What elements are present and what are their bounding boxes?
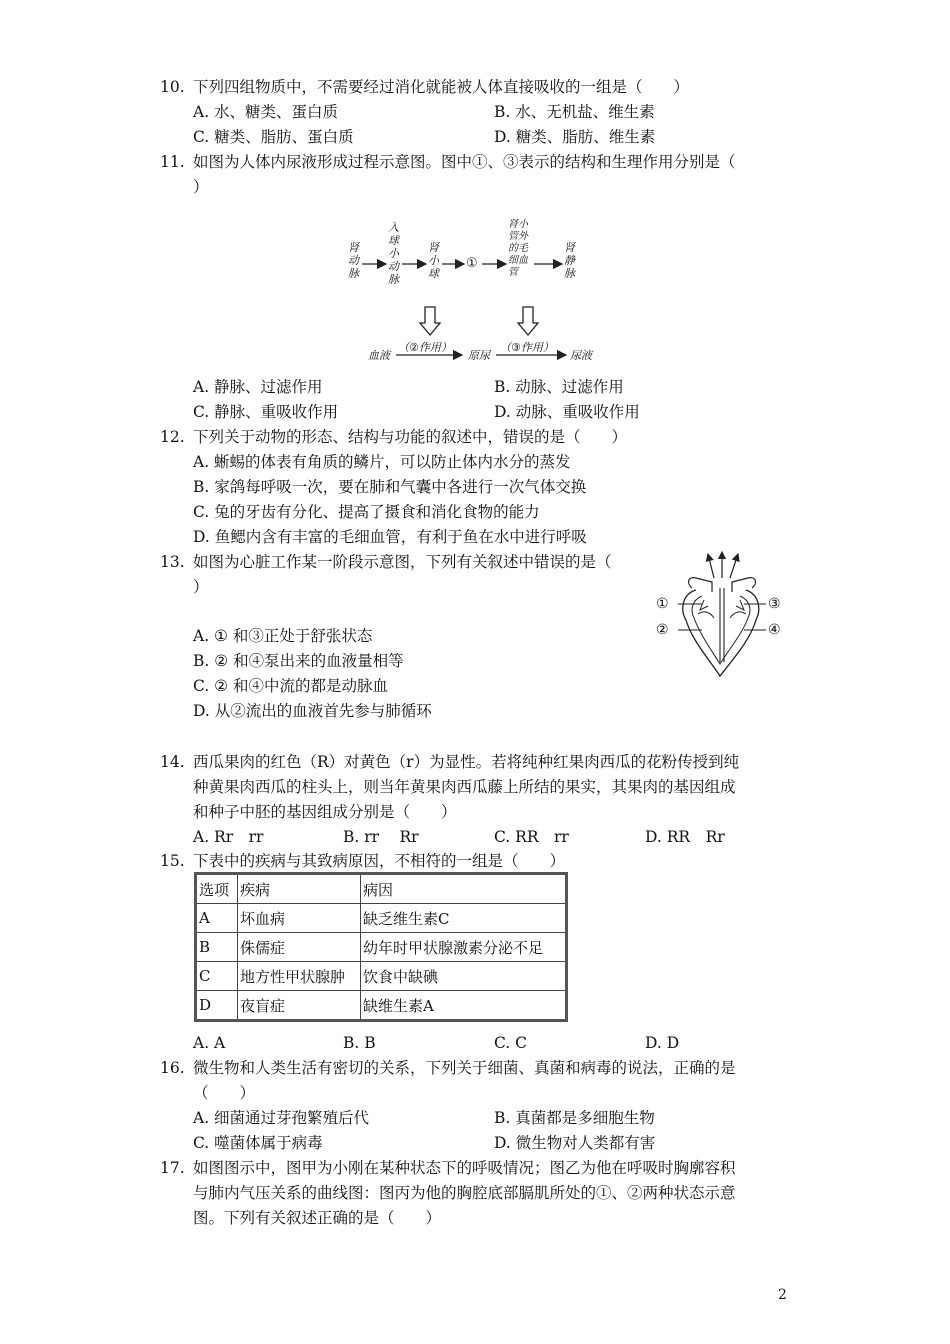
q16-option-c: C. 噬菌体属于病毒	[193, 1134, 323, 1152]
cell-option: A	[196, 904, 238, 933]
q12-option-d: D. 鱼鳃内含有丰富的毛细血管，有利于鱼在水中进行呼吸	[193, 528, 587, 546]
q12-option-b: B. 家鸽每呼吸一次，要在肺和气囊中各进行一次气体交换	[193, 478, 587, 496]
q17-stem-line2: 与肺内气压关系的曲线图：图丙为他的胸腔底部膈肌所处的①、②两种状态示意	[193, 1184, 736, 1202]
heart-diagram	[652, 548, 792, 688]
q13-option-a: A. ① 和③正处于舒张状态	[193, 627, 373, 645]
q13-option-c: C. ② 和④中流的都是动脉血	[193, 677, 388, 695]
cell-disease: 侏儒症	[238, 933, 361, 962]
q12-option-a: A. 蜥蜴的体表有角质的鳞片，可以防止体内水分的蒸发	[193, 453, 571, 471]
cell-disease: 夜盲症	[238, 991, 361, 1021]
q10-option-a: A. 水、糖类、蛋白质	[193, 103, 339, 121]
q13-option-d: D. 从②流出的血液首先参与肺循环	[193, 702, 432, 720]
q10-option-b: B. 水、无机盐、维生素	[494, 103, 655, 121]
label-process-3: （③作用）	[500, 341, 554, 354]
q15-number: 15.	[160, 852, 185, 870]
label-primary-urine: 原尿	[468, 349, 490, 362]
q14-stem-line1: 西瓜果肉的红色（R）对黄色（r）为显性。若将纯种红果肉西瓜的花粉传授到纯	[193, 753, 740, 771]
q11-stem-line1: 如图为人体内尿液形成过程示意图。图中①、③表示的结构和生理作用分别是（	[193, 153, 736, 171]
table-header-row	[196, 874, 567, 904]
heart-label-1: ①	[656, 596, 669, 612]
node-circle-1: ①	[466, 256, 478, 271]
label-process-2: （②作用）	[398, 341, 452, 354]
heart-label-3: ③	[768, 596, 781, 612]
q16-option-b: B. 真菌都是多细胞生物	[494, 1109, 655, 1127]
q10-option-c: C. 糖类、脂肪、蛋白质	[193, 128, 354, 146]
cell-cause: 饮食中缺碘	[361, 962, 567, 991]
label-blood: 血液	[368, 349, 390, 362]
q10-stem: 下列四组物质中，不需要经过消化就能被人体直接吸收的一组是（ ）	[193, 78, 690, 96]
table-row	[196, 904, 567, 933]
node-glomerulus: 肾小球	[428, 241, 439, 280]
q14-option-b: B. rr Rr	[343, 828, 419, 846]
cell-disease: 坏血病	[238, 904, 361, 933]
q17-stem-line3: 图。下列有关叙述正确的是（ ）	[193, 1209, 442, 1227]
q11-option-a: A. 静脉、过滤作用	[193, 378, 323, 396]
node-afferent-arteriole: 入球小动脉	[388, 221, 399, 286]
q16-stem-line1: 微生物和人类生活有密切的关系，下列关于细菌、真菌和病毒的说法，正确的是	[193, 1059, 736, 1077]
cell-option: B	[196, 933, 238, 962]
header-disease: 疾病	[238, 874, 361, 904]
q11-option-c: C. 静脉、重吸收作用	[193, 403, 339, 421]
heart-outline	[652, 548, 792, 688]
q14-option-c: C. RR rr	[494, 828, 569, 846]
q17-stem-line1: 如图图示中，图甲为小刚在某种状态下的呼吸情况；图乙为他在呼吸时胸廓容积	[193, 1159, 736, 1177]
label-urine: 尿液	[570, 349, 592, 362]
cell-cause: 缺乏维生素C	[361, 904, 567, 933]
q14-stem-line2: 种黄果肉西瓜的柱头上，则当年黄果肉西瓜藤上所结的果实，其果肉的基因组成	[193, 778, 736, 796]
q15-option-b: B. B	[343, 1034, 376, 1052]
header-option: 选项	[196, 874, 238, 904]
cell-option: C	[196, 962, 238, 991]
q10-number: 10.	[160, 78, 185, 96]
node-renal-artery: 肾动脉	[348, 241, 359, 280]
q11-option-d: D. 动脉、重吸收作用	[494, 403, 640, 421]
table-row	[196, 991, 567, 1021]
q13-stem-line2: ）	[193, 578, 209, 596]
q12-stem: 下列关于动物的形态、结构与功能的叙述中，错误的是（ ）	[193, 428, 628, 446]
cell-cause: 缺维生素A	[361, 991, 567, 1021]
q16-option-a: A. 细菌通过芽孢繁殖后代	[193, 1109, 370, 1127]
q11-number: 11.	[160, 153, 185, 171]
table-row	[196, 933, 567, 962]
header-cause: 病因	[361, 874, 567, 904]
q15-option-d: D. D	[645, 1034, 680, 1052]
node-renal-vein: 肾静脉	[564, 241, 575, 280]
q14-stem-line3: 和种子中胚的基因组成分别是（ ）	[193, 803, 457, 821]
heart-label-4: ④	[768, 622, 781, 638]
q16-option-d: D. 微生物对人类都有害	[494, 1134, 656, 1152]
page-number: 2	[778, 1287, 787, 1303]
q10-option-d: D. 糖类、脂肪、维生素	[494, 128, 656, 146]
q14-option-a: A. Rr rr	[193, 828, 264, 846]
cell-option: D	[196, 991, 238, 1021]
q16-number: 16.	[160, 1059, 185, 1077]
q13-option-b: B. ② 和④泵出来的血液量相等	[193, 652, 404, 670]
q13-number: 13.	[160, 553, 185, 571]
q12-number: 12.	[160, 428, 185, 446]
diagram-arrows	[330, 215, 640, 370]
cell-cause: 幼年时甲状腺激素分泌不足	[361, 933, 567, 962]
cell-disease: 地方性甲状腺肿	[238, 962, 361, 991]
heart-label-2: ②	[656, 622, 669, 638]
q14-option-d: D. RR Rr	[645, 828, 725, 846]
disease-table	[194, 872, 568, 1022]
node-peritubular-capillaries: 肾小管外的毛细血管	[508, 219, 528, 278]
q13-stem-line1: 如图为心脏工作某一阶段示意图，下列有关叙述中错误的是（	[193, 553, 612, 571]
q11-option-b: B. 动脉、过滤作用	[494, 378, 624, 396]
q11-stem-line2: ）	[193, 178, 209, 196]
table-row	[196, 962, 567, 991]
q16-stem-line2: （ ）	[193, 1084, 256, 1102]
q15-option-a: A. A	[193, 1034, 226, 1052]
q12-option-c: C. 兔的牙齿有分化、提高了摄食和消化食物的能力	[193, 503, 540, 521]
q15-option-c: C. C	[494, 1034, 528, 1052]
q17-number: 17.	[160, 1159, 185, 1177]
urine-formation-diagram	[330, 215, 640, 370]
q15-stem: 下表中的疾病与其致病原因，不相符的一组是（ ）	[193, 852, 566, 870]
q14-number: 14.	[160, 753, 185, 771]
